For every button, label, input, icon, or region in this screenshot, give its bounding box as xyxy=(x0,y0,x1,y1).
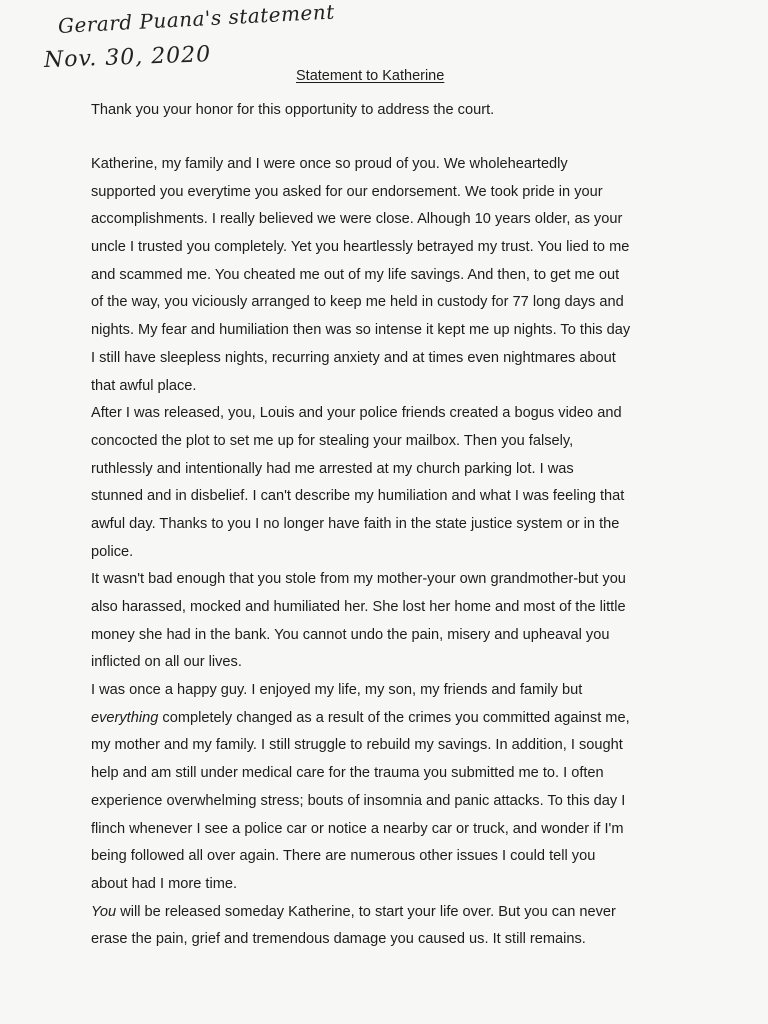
text-line: also harassed, mocked and humiliated her. She lost her home and most of the little xyxy=(91,599,626,615)
handwritten-statement-label: Gerard Puana's statement xyxy=(57,0,336,38)
text-line: help and am still under medical care for the trauma you submitted me to. I often xyxy=(91,765,604,782)
text-line: about had I more time. xyxy=(91,875,238,892)
text-line-emphasis-start xyxy=(91,899,691,927)
text-line: After I was released, you, Louis and your police friends created a bogus video and xyxy=(91,405,622,422)
text-line: money she had in the bank. You cannot undo the pain, misery and upheaval you xyxy=(91,626,610,643)
text-line-emphasis-start xyxy=(91,705,691,733)
text-line: concocted the plot to set me up for stealing your mailbox. Then you falsely, xyxy=(91,432,574,449)
text-line: I was once a happy guy. I enjoyed my life, my son, my friends and family but xyxy=(91,682,583,699)
text-line: nights. My fear and humiliation then was so intense it kept me up nights. To this day xyxy=(91,322,631,339)
document-title: Statement to Katherine xyxy=(296,68,445,84)
text-line: accomplishments. I really believed we were close. Alhough 10 years older, as your xyxy=(91,211,623,228)
handwritten-date: Nov. 30, 2020 xyxy=(43,42,212,73)
text-line: erase the pain, grief and tremendous damage you caused us. It still remains. xyxy=(91,931,586,948)
text-line: supported you everytime you asked for our endorsement. We took pride in your xyxy=(91,183,603,200)
text-line: ruthlessly and intentionally had me arrested at my church parking lot. I was xyxy=(91,460,574,477)
text-line: experience overwhelming stress; bouts of insomnia and panic attacks. To this day I xyxy=(91,792,626,809)
text-line: my mother and my family. I still struggle to rebuild my savings. In addition, I sought xyxy=(91,737,623,754)
text-line: being followed all over again. There are numerous other issues I could tell you xyxy=(91,848,596,865)
text-line: I still have sleepless nights, recurring anxiety and at times even nightmares about xyxy=(91,349,616,366)
text-line: uncle I trusted you completely. Yet you heartlessly betrayed my trust. You lied to me xyxy=(91,239,630,256)
emphasized-word: everything xyxy=(91,709,159,726)
text-line: Thank you your honor for this opportunity to address the court. xyxy=(91,102,495,118)
text-line: of the way, you viciously arranged to keep me held in custody for 77 long days and xyxy=(91,294,624,311)
text-line: and scammed me. You cheated me out of my life savings. And then, to get me out xyxy=(91,266,620,283)
text-line: awful day. Thanks to you I no longer have faith in the state justice system or in the xyxy=(91,515,620,532)
text-line: inflicted on all our lives. xyxy=(91,654,242,671)
text-line: Katherine, my family and I were once so proud of you. We wholeheartedly xyxy=(91,156,568,172)
text-line: police. xyxy=(91,543,134,560)
intro-paragraph xyxy=(91,97,691,125)
text-line-rest: completely changed as a result of the crimes you committed against me, xyxy=(162,709,630,726)
emphasized-word: You xyxy=(91,903,117,920)
text-line: It wasn't bad enough that you stole from my mother-your own grandmother-but you xyxy=(91,571,626,588)
text-line: stunned and in disbelief. I can't describe my humiliation and what I was feeling that xyxy=(91,488,625,505)
text-line: flinch whenever I see a police car or notice a nearby car or truck, and wonder if I'm xyxy=(91,820,624,837)
text-line-rest: will be released someday Katherine, to start your life over. But you can never xyxy=(120,903,616,920)
statement-body xyxy=(91,151,691,954)
text-line: that awful place. xyxy=(91,377,197,394)
